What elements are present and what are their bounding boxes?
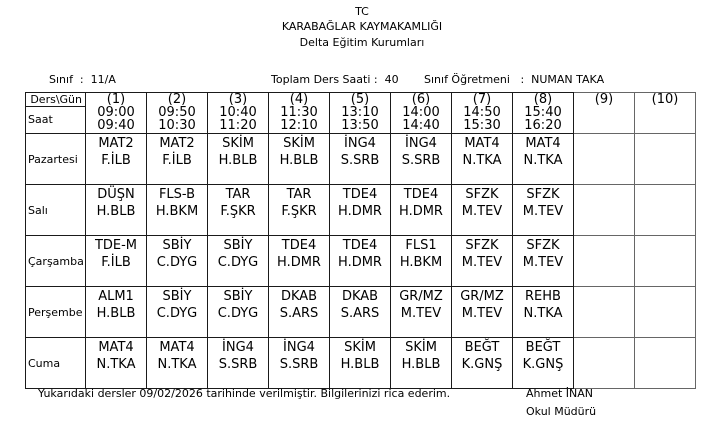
course-code: MAT4 bbox=[159, 340, 195, 355]
day-name: Çarşamba bbox=[26, 236, 86, 287]
course-code: ALM1 bbox=[98, 289, 134, 304]
course-code: TDE4 bbox=[342, 187, 378, 202]
teacher-code: H.BLB bbox=[401, 357, 441, 372]
lesson-cell bbox=[574, 185, 635, 236]
timetable bbox=[25, 92, 696, 389]
teacher-code: C.DYG bbox=[217, 306, 259, 321]
period-end-time: 09:40 bbox=[97, 118, 135, 133]
lesson-cell bbox=[391, 134, 452, 185]
corner-cell bbox=[26, 93, 86, 134]
header-institution: Delta Eğitim Kurumları bbox=[299, 36, 425, 49]
course-code: SFZK bbox=[526, 238, 560, 253]
lesson-cell bbox=[208, 236, 269, 287]
teacher-code: H.DMR bbox=[277, 255, 321, 270]
teacher-code: H.BLB bbox=[96, 306, 136, 321]
lesson-cell bbox=[269, 287, 330, 338]
period-header-4 bbox=[269, 93, 330, 134]
course-code: TDE4 bbox=[403, 187, 439, 202]
course-code: SKİM bbox=[405, 340, 437, 355]
lesson-cell bbox=[513, 134, 574, 185]
lesson-cell bbox=[452, 236, 513, 287]
lesson-cell bbox=[86, 338, 147, 389]
course-code: SBİY bbox=[223, 238, 253, 253]
teacher-code: C.DYG bbox=[156, 306, 198, 321]
day-row bbox=[26, 236, 696, 287]
period-header-6 bbox=[391, 93, 452, 134]
period-number: (4) bbox=[289, 92, 309, 107]
course-code: GR/MZ bbox=[460, 289, 504, 304]
course-code: MAT4 bbox=[464, 136, 500, 151]
teacher-code: H.DMR bbox=[399, 204, 443, 219]
period-number: (2) bbox=[167, 92, 187, 107]
lesson-cell bbox=[452, 134, 513, 185]
course-code: GR/MZ bbox=[399, 289, 443, 304]
lesson-cell bbox=[86, 185, 147, 236]
teacher-code: S.ARS bbox=[340, 306, 380, 321]
teacher-code: N.TKA bbox=[157, 357, 197, 372]
course-code: SBİY bbox=[223, 289, 253, 304]
teacher-code: N.TKA bbox=[523, 153, 563, 168]
period-header-8 bbox=[513, 93, 574, 134]
teacher-code: N.TKA bbox=[462, 153, 502, 168]
teacher-code: H.DMR bbox=[338, 255, 382, 270]
signer-name: Ahmet İNAN bbox=[526, 387, 594, 400]
lesson-cell bbox=[147, 134, 208, 185]
day-lesson-label: Ders\Gün bbox=[26, 93, 85, 107]
period-header-10 bbox=[635, 93, 696, 134]
course-code: DÜŞN bbox=[97, 187, 135, 202]
day-name: Perşembe bbox=[26, 287, 86, 338]
course-code: TDE4 bbox=[281, 238, 317, 253]
course-code: DKAB bbox=[280, 289, 318, 304]
period-start-time: 15:40 bbox=[524, 105, 562, 120]
lesson-cell bbox=[330, 185, 391, 236]
period-number: (1) bbox=[106, 92, 126, 107]
teacher-code: K.GNŞ bbox=[522, 357, 564, 372]
period-number: (5) bbox=[350, 92, 370, 107]
period-start-time: 10:40 bbox=[219, 105, 257, 120]
day-row bbox=[26, 134, 696, 185]
day-row bbox=[26, 185, 696, 236]
period-start-time: 13:10 bbox=[341, 105, 379, 120]
lesson-cell bbox=[513, 338, 574, 389]
day-row bbox=[26, 287, 696, 338]
period-end-time: 13:50 bbox=[341, 118, 379, 133]
lesson-cell bbox=[391, 287, 452, 338]
teacher-code: M.TEV bbox=[400, 306, 442, 321]
teacher-code: F.ŞKR bbox=[281, 204, 317, 219]
course-code: SBİY bbox=[162, 238, 192, 253]
header-tc: TC bbox=[355, 5, 369, 18]
lesson-cell bbox=[635, 236, 696, 287]
lesson-cell bbox=[208, 287, 269, 338]
period-header-7 bbox=[452, 93, 513, 134]
period-header-row bbox=[26, 93, 696, 134]
period-end-time: 15:30 bbox=[463, 118, 501, 133]
teacher-code: C.DYG bbox=[156, 255, 198, 270]
teacher-code: S.SRB bbox=[340, 153, 380, 168]
course-code: SFZK bbox=[526, 187, 560, 202]
teacher-code: H.BKM bbox=[399, 255, 443, 270]
day-name: Pazartesi bbox=[26, 134, 86, 185]
period-start-time: 09:00 bbox=[97, 105, 135, 120]
course-code: FLS1 bbox=[405, 238, 437, 253]
period-end-time: 14:40 bbox=[402, 118, 440, 133]
lesson-cell bbox=[147, 338, 208, 389]
lesson-cell bbox=[86, 287, 147, 338]
lesson-cell bbox=[574, 338, 635, 389]
course-code: SKİM bbox=[283, 136, 315, 151]
course-code: MAT4 bbox=[525, 136, 561, 151]
lesson-cell bbox=[574, 134, 635, 185]
lesson-cell bbox=[269, 185, 330, 236]
teacher-code: M.TEV bbox=[522, 204, 564, 219]
teacher-code: S.SRB bbox=[279, 357, 319, 372]
course-code: SFZK bbox=[465, 238, 499, 253]
lesson-cell bbox=[391, 185, 452, 236]
course-code: SBİY bbox=[162, 289, 192, 304]
lesson-cell bbox=[635, 287, 696, 338]
teacher-code: S.ARS bbox=[279, 306, 319, 321]
teacher-code: M.TEV bbox=[461, 255, 503, 270]
period-number: (6) bbox=[411, 92, 431, 107]
period-end-time: 16:20 bbox=[524, 118, 562, 133]
course-code: SFZK bbox=[465, 187, 499, 202]
lesson-cell bbox=[635, 134, 696, 185]
lesson-cell bbox=[147, 236, 208, 287]
lesson-cell bbox=[330, 338, 391, 389]
lesson-cell bbox=[147, 287, 208, 338]
teacher-code: M.TEV bbox=[461, 204, 503, 219]
time-label: Saat bbox=[28, 113, 53, 126]
period-start-time: 14:50 bbox=[463, 105, 501, 120]
header-district: KARABAĞLAR KAYMAKAMLIĞI bbox=[281, 20, 443, 33]
class-teacher-label: Sınıf Öğretmeni : NUMAN TAKA bbox=[424, 73, 605, 86]
course-code: MAT2 bbox=[98, 136, 134, 151]
course-code: TAR bbox=[286, 187, 312, 202]
lesson-cell bbox=[86, 134, 147, 185]
period-number: (7) bbox=[472, 92, 492, 107]
lesson-cell bbox=[513, 287, 574, 338]
course-code: TDE-M bbox=[94, 238, 138, 253]
teacher-code: H.DMR bbox=[338, 204, 382, 219]
teacher-code: F.ŞKR bbox=[220, 204, 256, 219]
teacher-code: F.İLB bbox=[101, 255, 131, 270]
period-number: (10) bbox=[651, 92, 679, 107]
lesson-cell bbox=[269, 134, 330, 185]
lesson-cell bbox=[86, 236, 147, 287]
period-header-2 bbox=[147, 93, 208, 134]
day-row bbox=[26, 338, 696, 389]
lesson-cell bbox=[269, 338, 330, 389]
lesson-cell bbox=[574, 236, 635, 287]
lesson-cell bbox=[208, 185, 269, 236]
period-number: (9) bbox=[594, 92, 614, 107]
course-code: REHB bbox=[525, 289, 561, 304]
course-code: DKAB bbox=[341, 289, 379, 304]
course-code: İNG4 bbox=[344, 136, 376, 151]
period-header-9 bbox=[574, 93, 635, 134]
lesson-cell bbox=[330, 134, 391, 185]
period-header-5 bbox=[330, 93, 391, 134]
class-label: Sınıf : 11/A bbox=[49, 73, 116, 86]
lesson-cell bbox=[208, 134, 269, 185]
course-code: FLS-B bbox=[158, 187, 196, 202]
teacher-code: K.GNŞ bbox=[461, 357, 503, 372]
lesson-cell bbox=[330, 236, 391, 287]
lesson-cell bbox=[574, 287, 635, 338]
teacher-code: H.BLB bbox=[279, 153, 319, 168]
lesson-cell bbox=[635, 338, 696, 389]
teacher-code: H.BLB bbox=[340, 357, 380, 372]
course-code: İNG4 bbox=[405, 136, 437, 151]
period-end-time: 10:30 bbox=[158, 118, 196, 133]
lesson-cell bbox=[208, 338, 269, 389]
period-header-3 bbox=[208, 93, 269, 134]
period-header-1 bbox=[86, 93, 147, 134]
teacher-code: F.İLB bbox=[162, 153, 192, 168]
course-code: BEĞT bbox=[525, 340, 561, 355]
teacher-code: N.TKA bbox=[523, 306, 563, 321]
period-number: (3) bbox=[228, 92, 248, 107]
course-code: İNG4 bbox=[283, 340, 315, 355]
teacher-code: C.DYG bbox=[217, 255, 259, 270]
teacher-code: H.BLB bbox=[96, 204, 136, 219]
teacher-code: F.İLB bbox=[101, 153, 131, 168]
course-code: MAT2 bbox=[159, 136, 195, 151]
course-code: SKİM bbox=[344, 340, 376, 355]
lesson-cell bbox=[391, 338, 452, 389]
lesson-cell bbox=[147, 185, 208, 236]
teacher-code: S.SRB bbox=[401, 153, 441, 168]
course-code: MAT4 bbox=[98, 340, 134, 355]
lesson-cell bbox=[452, 338, 513, 389]
total-hours-label: Toplam Ders Saati : 40 bbox=[271, 73, 399, 86]
teacher-code: S.SRB bbox=[218, 357, 258, 372]
lesson-cell bbox=[391, 236, 452, 287]
signer-title: Okul Müdürü bbox=[526, 405, 597, 418]
lesson-cell bbox=[513, 236, 574, 287]
course-code: SKİM bbox=[222, 136, 254, 151]
course-code: BEĞT bbox=[464, 340, 500, 355]
teacher-code: N.TKA bbox=[96, 357, 136, 372]
footer-note: Yukarıdaki dersler 09/02/2026 tarihinde verilmiştir. Bilgilerinizi rica ederim. bbox=[38, 387, 451, 400]
lesson-cell bbox=[330, 287, 391, 338]
period-start-time: 14:00 bbox=[402, 105, 440, 120]
course-code: TDE4 bbox=[342, 238, 378, 253]
teacher-code: H.BKM bbox=[155, 204, 199, 219]
teacher-code: M.TEV bbox=[522, 255, 564, 270]
teacher-code: H.BLB bbox=[218, 153, 258, 168]
lesson-cell bbox=[269, 236, 330, 287]
period-start-time: 11:30 bbox=[280, 105, 318, 120]
course-code: TAR bbox=[225, 187, 251, 202]
period-number: (8) bbox=[533, 92, 553, 107]
period-end-time: 12:10 bbox=[280, 118, 318, 133]
course-code: İNG4 bbox=[222, 340, 254, 355]
lesson-cell bbox=[635, 185, 696, 236]
teacher-code: M.TEV bbox=[461, 306, 503, 321]
lesson-cell bbox=[452, 185, 513, 236]
lesson-cell bbox=[513, 185, 574, 236]
lesson-cell bbox=[452, 287, 513, 338]
day-name: Salı bbox=[26, 185, 86, 236]
period-start-time: 09:50 bbox=[158, 105, 196, 120]
period-end-time: 11:20 bbox=[219, 118, 257, 133]
day-name: Cuma bbox=[26, 338, 86, 389]
